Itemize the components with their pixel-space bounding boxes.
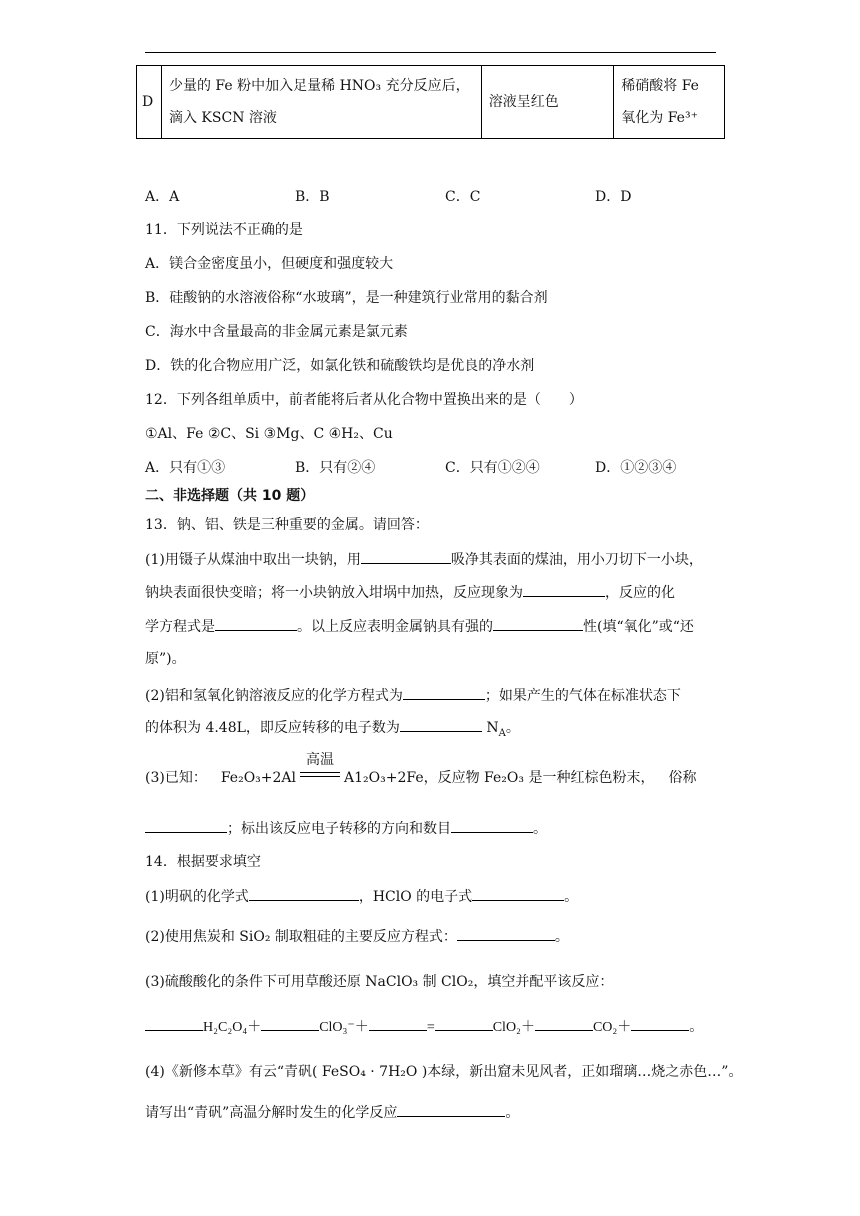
option-c: C．只有①②④ <box>445 460 540 476</box>
option-d: D．①②③④ <box>595 460 677 476</box>
q13-p2-line1: (2)铝和氢氧化钠溶液反应的化学方程式为 ；如果产生的气体在标准状态下 <box>145 685 681 706</box>
q11-option-a: A．镁合金密度虽小，但硬度和强度较大 <box>145 256 394 272</box>
q14-p3: (3)硫酸酸化的条件下可用草酸还原 NaClO₃ 制 ClO₂，填空并配平该反应： <box>145 974 614 990</box>
q11-stem: 11．下列说法不正确的是 <box>145 222 303 238</box>
option-a: A．A <box>145 189 180 205</box>
answer-blank[interactable] <box>472 886 564 901</box>
q11-option-c: C．海水中含量最高的非金属元素是氯元素 <box>145 324 408 340</box>
answer-blank[interactable] <box>215 616 297 631</box>
answer-blank[interactable] <box>535 1016 593 1031</box>
section-heading: 二、非选择题（共 10 题） <box>145 488 315 504</box>
phenomenon-cell: 溶液呈红色 <box>481 66 614 139</box>
answer-blank[interactable] <box>457 926 555 941</box>
conclusion-line: 氧化为 Fe³⁺ <box>621 110 698 126</box>
q11-option-d: D．铁的化合物应用广泛，如氯化铁和硫酸铁均是优良的净水剂 <box>145 358 535 374</box>
answer-blank[interactable] <box>249 886 359 901</box>
q13-p1-line4: 原”)。 <box>145 651 186 667</box>
answer-blank[interactable] <box>361 549 451 564</box>
answer-blank[interactable] <box>493 616 583 631</box>
operation-line: 滴入 KSCN 溶液 <box>168 110 277 126</box>
q14-p4-line2: 请写出“青矾”高温分解时发生的化学反应 。 <box>145 1102 519 1123</box>
answer-blank[interactable] <box>631 1016 689 1031</box>
operation-line: 少量的 Fe 粉中加入足量稀 HNO₃ 充分反应后， <box>168 78 470 94</box>
answer-blank[interactable] <box>403 685 485 700</box>
answer-blank[interactable] <box>145 1016 203 1031</box>
row-key: D <box>137 66 162 139</box>
option-b: B．B <box>295 189 330 205</box>
q13-p2-line2: 的体积为 4.48L，即反应转移的电子数为 $N_A$。 <box>145 717 520 738</box>
equals-sign-icon <box>300 772 340 777</box>
header-rule <box>145 52 716 53</box>
q13-stem: 13．钠、铝、铁是三种重要的金属。请回答： <box>145 517 429 533</box>
option-b: B．只有②④ <box>295 460 376 476</box>
answer-blank[interactable] <box>397 1102 505 1117</box>
q14-p2: (2)使用焦炭和 SiO₂ 制取粗硅的主要反应方程式： 。 <box>145 926 569 947</box>
q14-p3-equation: H₂C₂O₄＋ ClO₃⁻＋ = ClO₂＋ CO₂＋ 。 <box>145 1016 703 1038</box>
q12-options <box>145 458 676 478</box>
q14-p1: (1)明矾的化学式 ，HClO 的电子式 。 <box>145 886 578 907</box>
option-a: A．只有①③ <box>145 460 226 476</box>
answer-blank[interactable] <box>369 1016 427 1031</box>
reaction-condition: 高温 <box>300 772 340 782</box>
experiment-table <box>136 65 725 139</box>
q13-p3-line2: ；标出该反应电子转移的方向和数目 。 <box>145 818 547 839</box>
answer-blank[interactable] <box>451 818 533 833</box>
q13-p1-line1: (1)用镊子从煤油中取出一块钠，用 吸净其表面的煤油，用小刀切下一小块， <box>145 549 703 570</box>
conclusion-line: 稀硝酸将 Fe <box>621 78 699 94</box>
table-row <box>137 66 725 139</box>
q11-option-b: B．硅酸钠的水溶液俗称“水玻璃”，是一种建筑行业常用的黏合剂 <box>145 290 548 306</box>
q14-p4-line1: (4)《新修本草》有云“青矾( FeSO₄ · 7H₂O )本绿，新出窟未见风者，正如瑠璃…烧之赤色…”。 <box>145 1064 743 1080</box>
option-c: C．C <box>445 189 481 205</box>
q13-p1-line2: 钠块表面很快变暗；将一小块钠放入坩埚中加热，反应现象为 ，反应的化 <box>145 582 675 603</box>
answer-blank[interactable] <box>145 818 227 833</box>
q13-p1-line3: 学方程式是 。以上反应表明金属钠具有强的 性(填“氧化”或“还 <box>145 616 694 637</box>
option-d: D．D <box>595 189 632 205</box>
operation-cell <box>161 66 481 139</box>
q10-options <box>145 187 631 207</box>
answer-blank[interactable] <box>435 1016 493 1031</box>
q12-items: ①Al、Fe ②C、Si ③Mg、C ④H₂、Cu <box>145 426 393 442</box>
q14-stem: 14．根据要求填空 <box>145 854 261 870</box>
answer-blank[interactable] <box>523 582 605 597</box>
answer-blank[interactable] <box>261 1016 319 1031</box>
answer-blank[interactable] <box>400 717 482 732</box>
q12-stem: 12．下列各组单质中，前者能将后者从化合物中置换出来的是（ ） <box>145 392 583 408</box>
q13-p3-line1: (3)已知： Fe₂O₃+2Al 高温 A1₂O₃+2Fe，反应物 Fe₂O₃ 是一种红棕色粉末， 俗称 <box>145 752 697 786</box>
conclusion-cell <box>614 66 725 139</box>
